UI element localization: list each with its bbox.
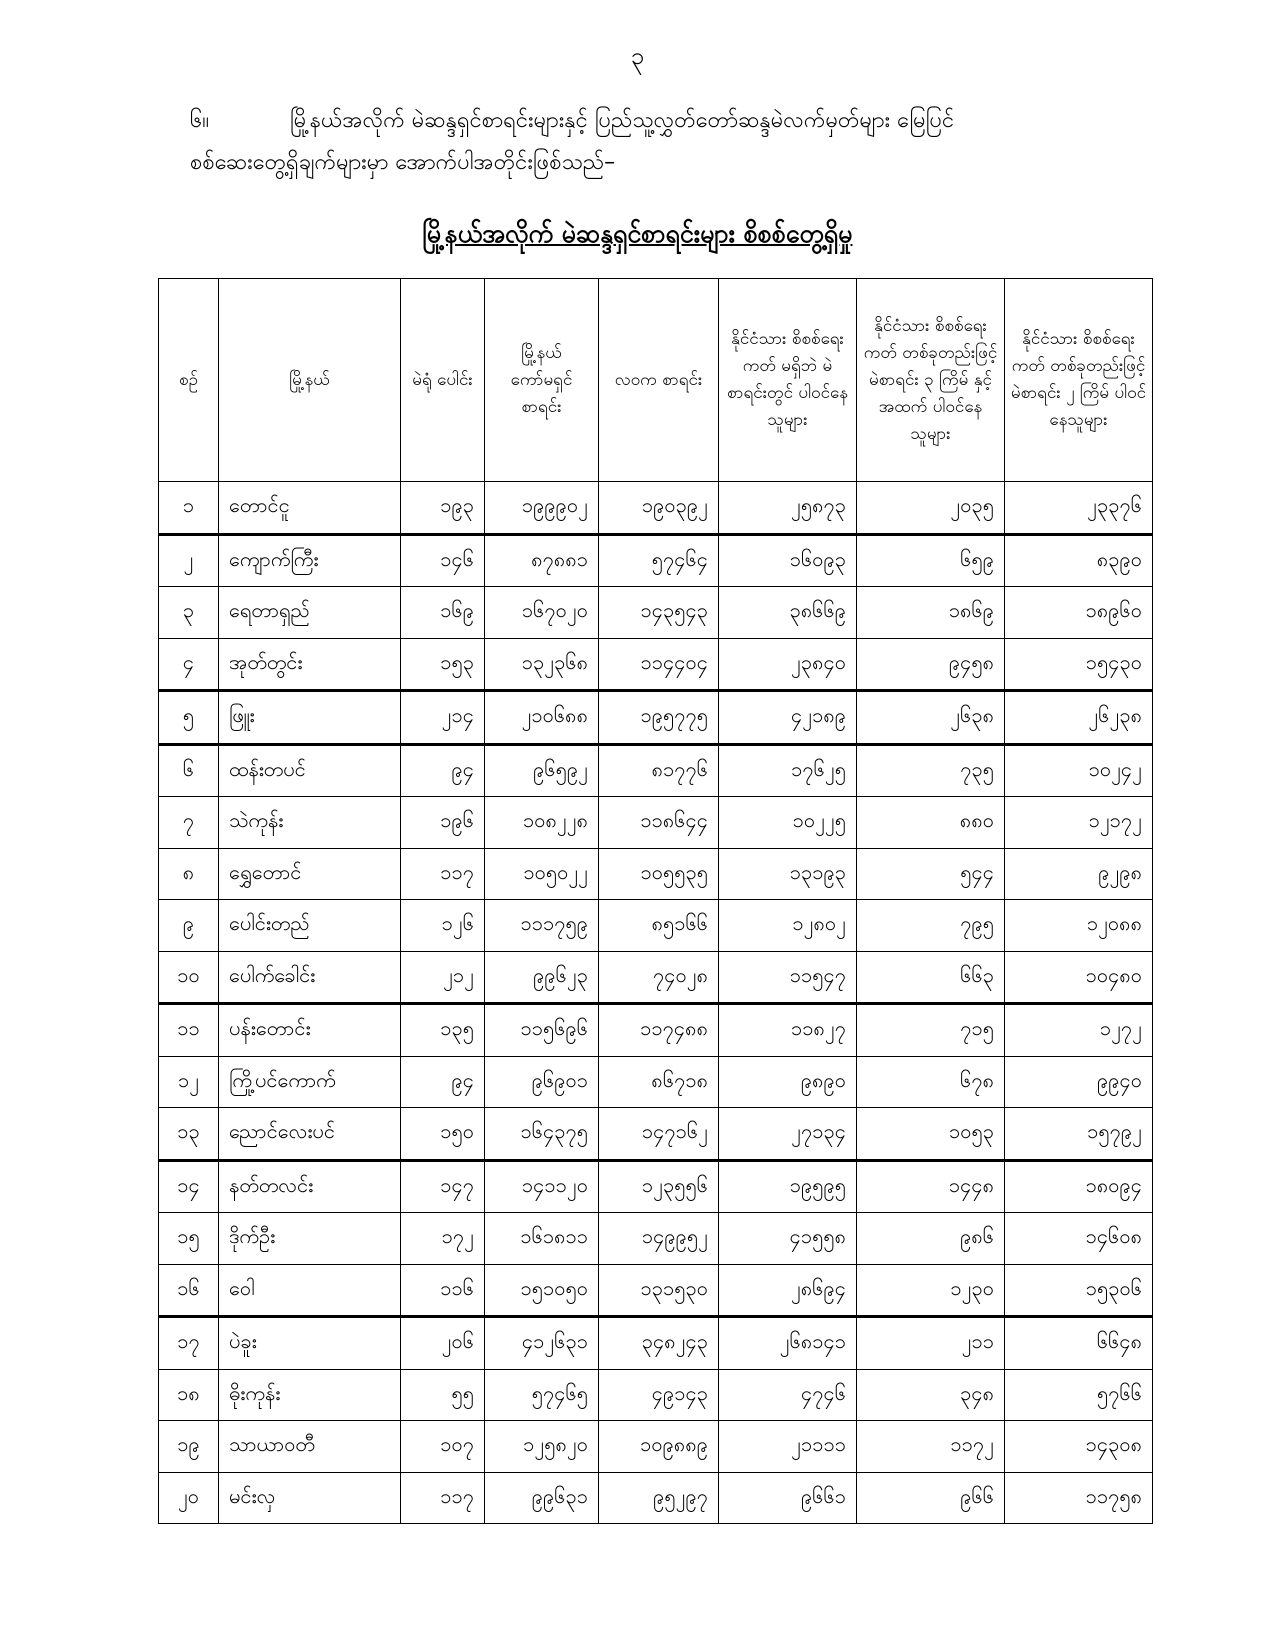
commission-count: ၁၅၁၀၅၀ [485, 1264, 599, 1317]
polling-stations: ၁၀၇ [401, 1421, 485, 1473]
township-name: နတ်တလင်း [219, 1160, 401, 1213]
paragraph-line-1 [190, 100, 1150, 142]
immigration-count: ၁၁၈၆၄၄ [599, 797, 719, 849]
commission-count: ၁၃၂၃၆၈ [485, 638, 599, 691]
commission-count: ၁၆၁၈၁၁ [485, 1213, 599, 1265]
three-times-count: ၉၆၆ [857, 1472, 1005, 1524]
table-row [159, 1472, 1153, 1524]
polling-stations: ၁၄၇ [401, 1160, 485, 1213]
header-immigration-list: လဝက စာရင်း [599, 279, 719, 482]
polling-stations: ၁၇၂ [401, 1213, 485, 1265]
two-times-count: ၁၅၇၉၂ [1005, 1108, 1153, 1161]
no-id-count: ၄၁၅၅၈ [719, 1213, 857, 1265]
table-row [159, 587, 1153, 639]
three-times-count: ၂၀၃၅ [857, 482, 1005, 535]
immigration-count: ၇၄၀၂၈ [599, 951, 719, 1004]
three-times-count: ၆၇၈ [857, 1056, 1005, 1108]
two-times-count: ၁၈၉၆၀ [1005, 587, 1153, 639]
immigration-count: ၁၉၅၇၇၅ [599, 691, 719, 745]
commission-count: ၁၁၁၇၅၉ [485, 900, 599, 952]
commission-count: ၉၉၆၃၁ [485, 1472, 599, 1524]
three-times-count: ၁၂၃၀ [857, 1264, 1005, 1317]
polling-stations: ၉၄ [401, 1056, 485, 1108]
two-times-count: ၁၂၇၂ [1005, 1004, 1153, 1057]
no-id-count: ၁၂၈၀၂ [719, 900, 857, 952]
row-no: ၈ [159, 848, 219, 900]
no-id-count: ၃၈၆၆၉ [719, 587, 857, 639]
two-times-count: ၁၀၂၄၂ [1005, 744, 1153, 797]
three-times-count: ၁၈၆၉ [857, 587, 1005, 639]
table-row [159, 951, 1153, 1004]
table-row [159, 638, 1153, 691]
polling-stations: ၉၄ [401, 744, 485, 797]
township-name: ဖြူး [219, 691, 401, 745]
no-id-count: ၂၈၆၉၄ [719, 1264, 857, 1317]
commission-count: ၁၀၈၂၂၈ [485, 797, 599, 849]
table-header-row [159, 279, 1153, 482]
polling-stations: ၁၄၆ [401, 534, 485, 587]
row-no: ၁၉ [159, 1421, 219, 1473]
township-name: အုတ်တွင်း [219, 638, 401, 691]
no-id-count: ၂၇၁၃၄ [719, 1108, 857, 1161]
three-times-count: ၃၄၈ [857, 1369, 1005, 1421]
three-times-count: ၁၀၅၃ [857, 1108, 1005, 1161]
township-name: ပေါက်ခေါင်း [219, 951, 401, 1004]
table-row [159, 482, 1153, 535]
three-times-count: ၁၁၇၂ [857, 1421, 1005, 1473]
table-row [159, 797, 1153, 849]
commission-count: ၂၁၀၆၈၈ [485, 691, 599, 745]
no-id-count: ၉၈၉၀ [719, 1056, 857, 1108]
commission-count: ၉၆၉၀၁ [485, 1056, 599, 1108]
polling-stations: ၁၃၅ [401, 1004, 485, 1057]
page-number: ၃ [630, 42, 645, 70]
table-row [159, 900, 1153, 952]
table-row [159, 1108, 1153, 1161]
no-id-count: ၄၇၄၆ [719, 1369, 857, 1421]
no-id-count: ၁၉၅၉၅ [719, 1160, 857, 1213]
two-times-count: ၁၄၃၀၈ [1005, 1421, 1153, 1473]
table-row [159, 1264, 1153, 1317]
immigration-count: ၉၅၂၉၇ [599, 1472, 719, 1524]
no-id-count: ၂၆၈၁၄၁ [719, 1317, 857, 1370]
two-times-count: ၁၈၀၉၄ [1005, 1160, 1153, 1213]
township-name: ညောင်လေးပင် [219, 1108, 401, 1161]
three-times-count: ၉၈၆ [857, 1213, 1005, 1265]
township-name: ရွှေတောင် [219, 848, 401, 900]
table-row [159, 1004, 1153, 1057]
three-times-count: ၈၈၀ [857, 797, 1005, 849]
table-row [159, 1421, 1153, 1473]
immigration-count: ၁၀၉၈၈၉ [599, 1421, 719, 1473]
row-no: ၁၆ [159, 1264, 219, 1317]
no-id-count: ၄၂၁၈၉ [719, 691, 857, 745]
commission-count: ၁၂၅၈၂၀ [485, 1421, 599, 1473]
immigration-count: ၅၇၄၆၄ [599, 534, 719, 587]
three-times-count: ၁၄၄၈ [857, 1160, 1005, 1213]
row-no: ၁၂ [159, 1056, 219, 1108]
commission-count: ၄၁၂၆၃၁ [485, 1317, 599, 1370]
commission-count: ၁၉၉၉၀၂ [485, 482, 599, 535]
table-row [159, 1317, 1153, 1370]
two-times-count: ၉၂၉၈ [1005, 848, 1153, 900]
table-row [159, 848, 1153, 900]
no-id-count: ၁၁၈၂၇ [719, 1004, 857, 1057]
township-name: ကျောက်ကြီး [219, 534, 401, 587]
township-name: ရေတာရှည် [219, 587, 401, 639]
row-no: ၃ [159, 587, 219, 639]
row-no: ၁ [159, 482, 219, 535]
polling-stations: ၁၉၆ [401, 797, 485, 849]
immigration-count: ၁၉၀၃၉၂ [599, 482, 719, 535]
header-commission-list: မြို့နယ် ကော်မရှင် စာရင်း [485, 279, 599, 482]
township-name: ဓိုးကုန်း [219, 1369, 401, 1421]
row-no: ၁၈ [159, 1369, 219, 1421]
two-times-count: ၉၉၄၀ [1005, 1056, 1153, 1108]
immigration-count: ၁၄၃၅၄၃ [599, 587, 719, 639]
commission-count: ၁၄၁၁၂၀ [485, 1160, 599, 1213]
row-no: ၂၀ [159, 1472, 219, 1524]
immigration-count: ၈၆၇၁၈ [599, 1056, 719, 1108]
row-no: ၇ [159, 797, 219, 849]
table-row [159, 534, 1153, 587]
commission-count: ၁၁၅၆၉၆ [485, 1004, 599, 1057]
township-name: ကြို့ပင်ကောက် [219, 1056, 401, 1108]
row-no: ၁၀ [159, 951, 219, 1004]
two-times-count: ၁၄၆၀၈ [1005, 1213, 1153, 1265]
township-name: ပန်းတောင်း [219, 1004, 401, 1057]
commission-count: ၁၀၅၀၂၂ [485, 848, 599, 900]
polling-stations: ၁၂၆ [401, 900, 485, 952]
table-row [159, 744, 1153, 797]
table-row [159, 691, 1153, 745]
row-no: ၁၃ [159, 1108, 219, 1161]
polling-stations: ၁၅၀ [401, 1108, 485, 1161]
table-row [159, 1160, 1153, 1213]
polling-stations: ၂၁၂ [401, 951, 485, 1004]
no-id-count: ၂၃၈၄၀ [719, 638, 857, 691]
two-times-count: ၈၃၉၀ [1005, 534, 1153, 587]
header-three-times: နိုင်ငံသား စိစစ်ရေးကတ် တစ်ခုတည်းဖြင့် မဲစာရင်း ၃ ကြိမ် နှင့်အထက် ပါဝင်နေသူများ [857, 279, 1005, 482]
header-polling-stations: မဲရုံ ပေါင်း [401, 279, 485, 482]
two-times-count: ၁၁၇၅၈ [1005, 1472, 1153, 1524]
no-id-count: ၉၆၆၁ [719, 1472, 857, 1524]
commission-count: ၈၇၈၈၁ [485, 534, 599, 587]
three-times-count: ၇၃၅ [857, 744, 1005, 797]
no-id-count: ၁၀၂၂၅ [719, 797, 857, 849]
township-name: ဝေါ [219, 1264, 401, 1317]
polling-stations: ၁၆၉ [401, 587, 485, 639]
immigration-count: ၁၁၄၄၀၄ [599, 638, 719, 691]
commission-count: ၁၆၄၃၇၅ [485, 1108, 599, 1161]
paragraph-text-1: မြို့နယ်အလိုက် မဲဆန္ဒရှင်စာရင်းများနှင့် ပြည်သူ့လွှတ်တော်ဆန္ဒမဲလက်မှတ်များ မြေပြင် [290, 108, 955, 133]
commission-count: ၉၆၅၉၂ [485, 744, 599, 797]
three-times-count: ၆၆၃ [857, 951, 1005, 1004]
township-name: သာယာဝတီ [219, 1421, 401, 1473]
immigration-count: ၃၄၈၂၄၃ [599, 1317, 719, 1370]
township-name: ပေါင်းတည် [219, 900, 401, 952]
no-id-count: ၂၁၁၁၁ [719, 1421, 857, 1473]
commission-count: ၁၆၇၀၂၀ [485, 587, 599, 639]
row-no: ၁၁ [159, 1004, 219, 1057]
three-times-count: ၂၆၃၈ [857, 691, 1005, 745]
commission-count: ၉၉၆၂၃ [485, 951, 599, 1004]
immigration-count: ၄၉၁၄၃ [599, 1369, 719, 1421]
header-two-times: နိုင်ငံသား စိစစ်ရေးကတ် တစ်ခုတည်းဖြင့် မဲစာရင်း ၂ ကြိမ် ပါဝင်နေသူများ [1005, 279, 1153, 482]
immigration-count: ၁၄၇၁၆၂ [599, 1108, 719, 1161]
three-times-count: ၉၄၅၈ [857, 638, 1005, 691]
polling-stations: ၂၀၆ [401, 1317, 485, 1370]
row-no: ၉ [159, 900, 219, 952]
township-name: မင်းလှ [219, 1472, 401, 1524]
immigration-count: ၁၄၉၉၅၂ [599, 1213, 719, 1265]
table-row [159, 1056, 1153, 1108]
row-no: ၅ [159, 691, 219, 745]
township-name: ပဲခူး [219, 1317, 401, 1370]
header-no-id-card: နိုင်ငံသား စိစစ်ရေးကတ် မရှိဘဲ မဲစာရင်းတွင် ပါဝင်နေသူများ [719, 279, 857, 482]
table-row [159, 1213, 1153, 1265]
township-name: ဒိုက်ဦး [219, 1213, 401, 1265]
two-times-count: ၁၀၄၈၀ [1005, 951, 1153, 1004]
no-id-count: ၁၃၁၉၃ [719, 848, 857, 900]
immigration-count: ၈၁၇၇၆ [599, 744, 719, 797]
polling-stations: ၁၅၃ [401, 638, 485, 691]
no-id-count: ၁၁၅၄၇ [719, 951, 857, 1004]
row-no: ၁၄ [159, 1160, 219, 1213]
immigration-count: ၁၀၅၅၃၅ [599, 848, 719, 900]
no-id-count: ၁၇၆၂၅ [719, 744, 857, 797]
three-times-count: ၆၅၉ [857, 534, 1005, 587]
commission-count: ၅၇၄၆၅ [485, 1369, 599, 1421]
two-times-count: ၁၂၁၇၂ [1005, 797, 1153, 849]
row-no: ၆ [159, 744, 219, 797]
polling-stations: ၁၁၇ [401, 848, 485, 900]
immigration-count: ၁၃၁၅၃၀ [599, 1264, 719, 1317]
two-times-count: ၁၂၀၈၈ [1005, 900, 1153, 952]
three-times-count: ၇၉၅ [857, 900, 1005, 952]
three-times-count: ၅၄၄ [857, 848, 1005, 900]
polling-stations: ၂၁၄ [401, 691, 485, 745]
voter-list-table [158, 278, 1153, 1524]
table-title: မြို့နယ်အလိုက် မဲဆန္ဒရှင်စာရင်းများ စိစစ်တွေ့ရှိမှု [422, 219, 853, 248]
township-name: တောင်ငူ [219, 482, 401, 535]
two-times-count: ၂၆၂၃၈ [1005, 691, 1153, 745]
immigration-count: ၁၁၇၄၈၈ [599, 1004, 719, 1057]
paragraph-number: ၆။ [190, 108, 210, 133]
table-row [159, 1369, 1153, 1421]
paragraph-line-2: စစ်ဆေးတွေ့ရှိချက်များမှာ အောက်ပါအတိုင်းဖြစ်သည်– [190, 150, 616, 175]
two-times-count: ၁၅၄၃၀ [1005, 638, 1153, 691]
three-times-count: ၂၁၁ [857, 1317, 1005, 1370]
two-times-count: ၁၅၃၀၆ [1005, 1264, 1153, 1317]
intro-paragraph [190, 100, 1150, 184]
polling-stations: ၅၅ [401, 1369, 485, 1421]
no-id-count: ၁၆၀၉၃ [719, 534, 857, 587]
immigration-count: ၈၅၁၆၆ [599, 900, 719, 952]
polling-stations: ၁၁၇ [401, 1472, 485, 1524]
header-no: စဉ် [159, 279, 219, 482]
row-no: ၁၇ [159, 1317, 219, 1370]
two-times-count: ၅၇၆၆ [1005, 1369, 1153, 1421]
township-name: ထန်းတပင် [219, 744, 401, 797]
polling-stations: ၁၉၃ [401, 482, 485, 535]
row-no: ၂ [159, 534, 219, 587]
row-no: ၄ [159, 638, 219, 691]
no-id-count: ၂၅၈၇၃ [719, 482, 857, 535]
header-township: မြို့နယ် [219, 279, 401, 482]
township-name: သဲကုန်း [219, 797, 401, 849]
row-no: ၁၅ [159, 1213, 219, 1265]
two-times-count: ၂၃၃၇၆ [1005, 482, 1153, 535]
three-times-count: ၇၁၅ [857, 1004, 1005, 1057]
two-times-count: ၆၆၄၈ [1005, 1317, 1153, 1370]
polling-stations: ၁၁၆ [401, 1264, 485, 1317]
immigration-count: ၁၂၃၅၅၆ [599, 1160, 719, 1213]
